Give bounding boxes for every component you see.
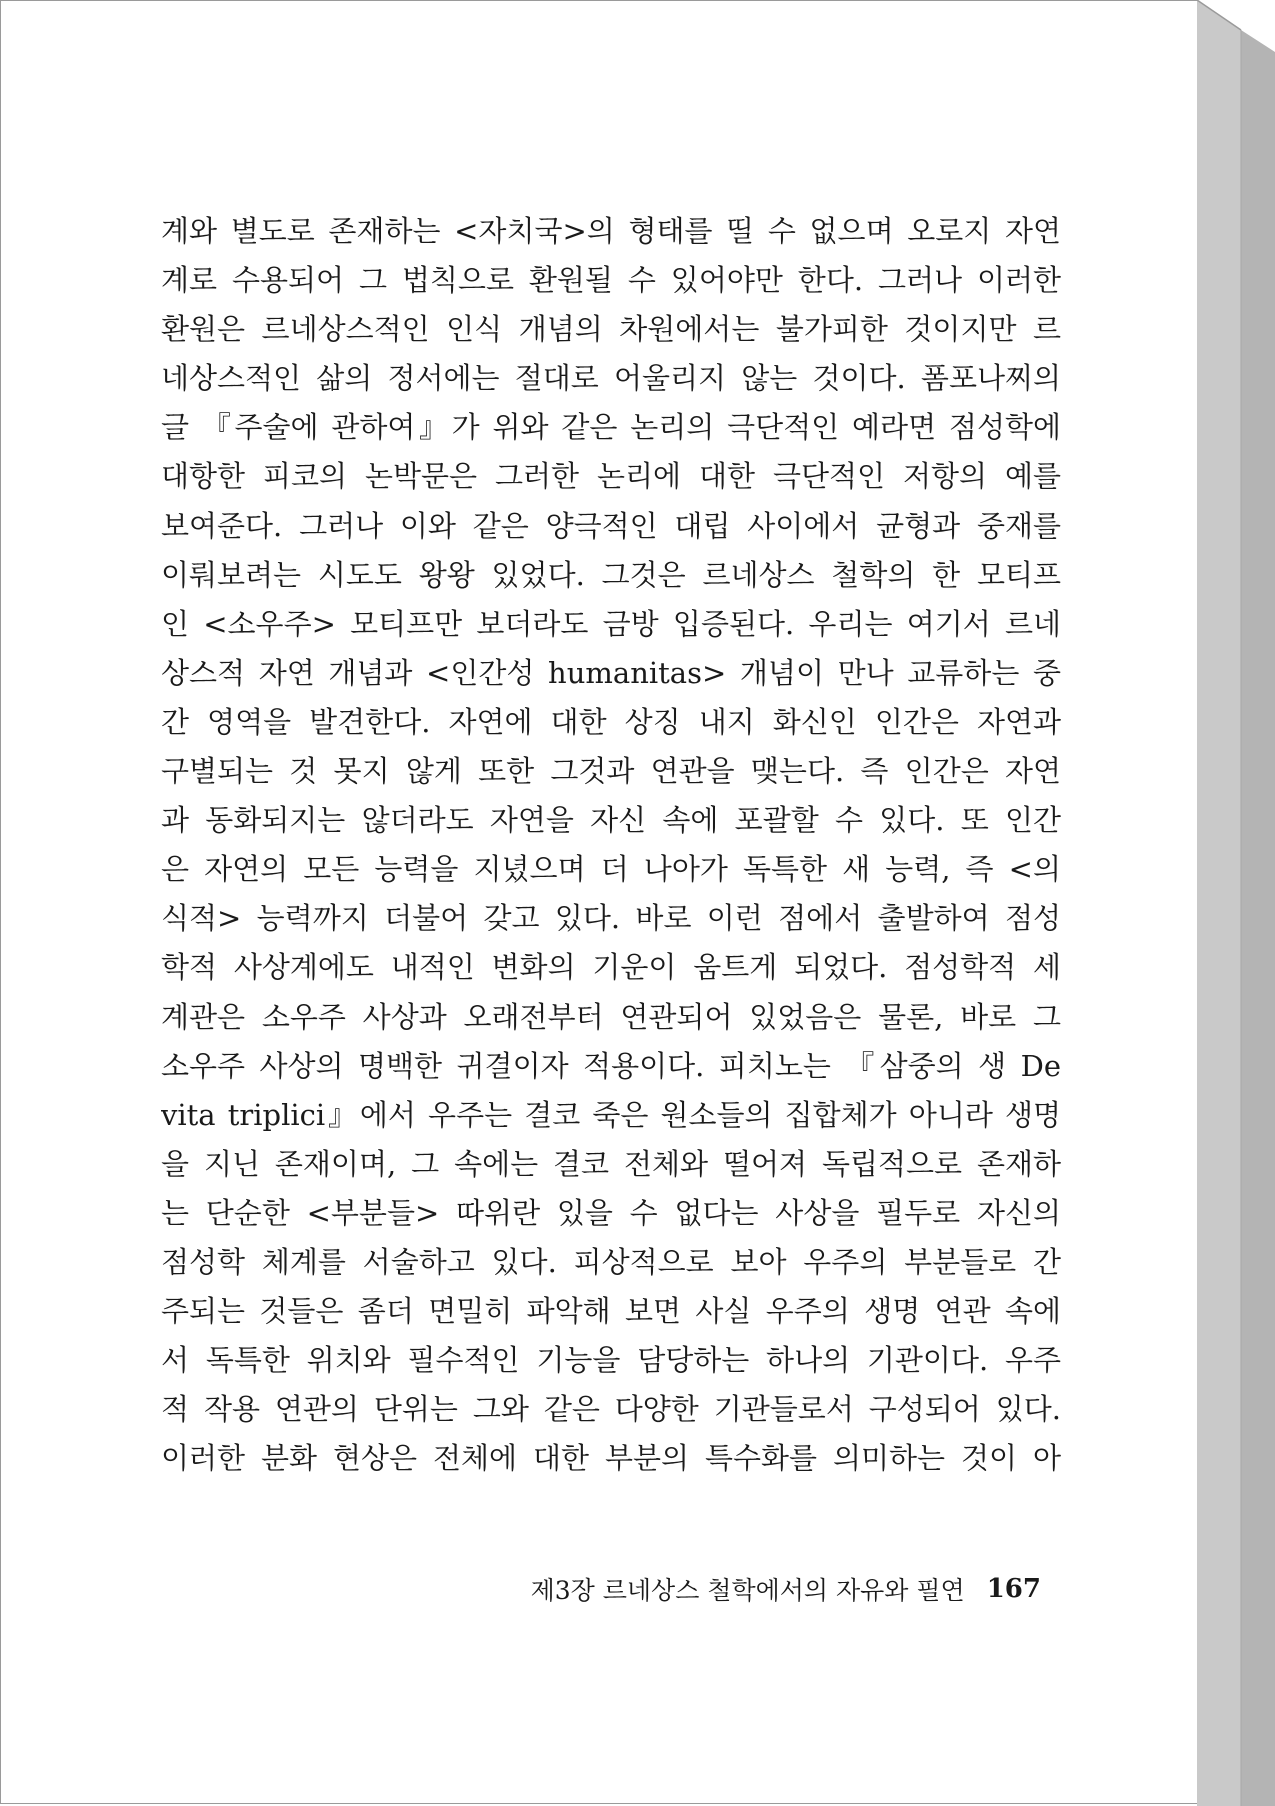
text-line: 을 지닌 존재이며, 그 속에는 결코 전체와 떨어져 독립적으로 존재하 bbox=[161, 1146, 1061, 1181]
text-line: 이러한 분화 현상은 전체에 대한 부분의 특수화를 의미하는 것이 아 bbox=[161, 1441, 1061, 1476]
text-line: 계관은 소우주 사상과 오래전부터 연관되어 있었음은 물론, 바로 그 bbox=[161, 999, 1061, 1034]
text-line: 학적 사상계에도 내적인 변화의 기운이 움트게 되었다. 점성학적 세 bbox=[161, 950, 1061, 985]
text-line: 식적> 능력까지 더불어 갖고 있다. 바로 이런 점에서 출발하여 점성 bbox=[161, 901, 1061, 936]
page-stack-edge bbox=[1197, 0, 1275, 1806]
text-line: 계와 별도로 존재하는 <자치국>의 형태를 띨 수 없으며 오로지 자연 bbox=[161, 214, 1061, 248]
text-line: 글 『주술에 관하여』가 위와 같은 논리의 극단적인 예라면 점성학에 bbox=[161, 410, 1061, 445]
text-line: 서 독특한 위치와 필수적인 기능을 담당하는 하나의 기관이다. 우주 bbox=[161, 1343, 1061, 1378]
text-line: 보여준다. 그러나 이와 같은 양극적인 대립 사이에서 균형과 중재를 bbox=[161, 508, 1061, 543]
page-number: 167 bbox=[986, 1574, 1041, 1604]
text-line: 간 영역을 발견한다. 자연에 대한 상징 내지 화신인 인간은 자연과 bbox=[161, 704, 1061, 739]
text-line: vita triplici』에서 우주는 결코 죽은 원소들의 집합체가 아니라 생명 bbox=[161, 1097, 1061, 1132]
text-line: 과 동화되지는 않더라도 자연을 자신 속에 포괄할 수 있다. 또 인간 bbox=[161, 803, 1061, 838]
text-line: 주되는 것들은 좀더 면밀히 파악해 보면 사실 우주의 생명 연관 속에 bbox=[161, 1294, 1061, 1329]
text-line: 점성학 체계를 서술하고 있다. 피상적으로 보아 우주의 부분들로 간 bbox=[161, 1244, 1061, 1279]
text-line: 은 자연의 모든 능력을 지녔으며 더 나아가 독특한 새 능력, 즉 <의 bbox=[161, 852, 1061, 887]
text-line: 계로 수용되어 그 법칙으로 환원될 수 있어야만 한다. 그러나 이러한 bbox=[161, 263, 1061, 298]
text-line: 구별되는 것 못지 않게 또한 그것과 연관을 맺는다. 즉 인간은 자연 bbox=[161, 754, 1061, 789]
text-line: 소우주 사상의 명백한 귀결이자 적용이다. 피치노는 『삼중의 생 De bbox=[161, 1048, 1061, 1083]
text-line: 대항한 피코의 논박문은 그러한 논리에 대한 극단적인 저항의 예를 bbox=[161, 459, 1061, 494]
text-line: 상스적 자연 개념과 <인간성 humanitas> 개념이 만나 교류하는 중 bbox=[161, 655, 1061, 690]
text-line: 인 <소우주> 모티프만 보더라도 금방 입증된다. 우리는 여기서 르네 bbox=[161, 606, 1061, 641]
running-footer bbox=[511, 1569, 1041, 1609]
text-line: 는 단순한 <부분들> 따위란 있을 수 없다는 사상을 필두로 자신의 bbox=[161, 1195, 1061, 1230]
text-line: 적 작용 연관의 단위는 그와 같은 다양한 기관들로서 구성되어 있다. bbox=[161, 1392, 1061, 1427]
text-line: 네상스적인 삶의 정서에는 절대로 어울리지 않는 것이다. 폼포나찌의 bbox=[161, 361, 1061, 396]
chapter-title: 제3장 르네상스 철학에서의 자유와 필연 bbox=[530, 1576, 965, 1605]
body-text bbox=[161, 207, 1061, 1483]
text-line: 환원은 르네상스적인 인식 개념의 차원에서는 불가피한 것이지만 르 bbox=[161, 312, 1061, 347]
text-line: 이뤄보려는 시도도 왕왕 있었다. 그것은 르네상스 철학의 한 모티프 bbox=[161, 557, 1061, 592]
